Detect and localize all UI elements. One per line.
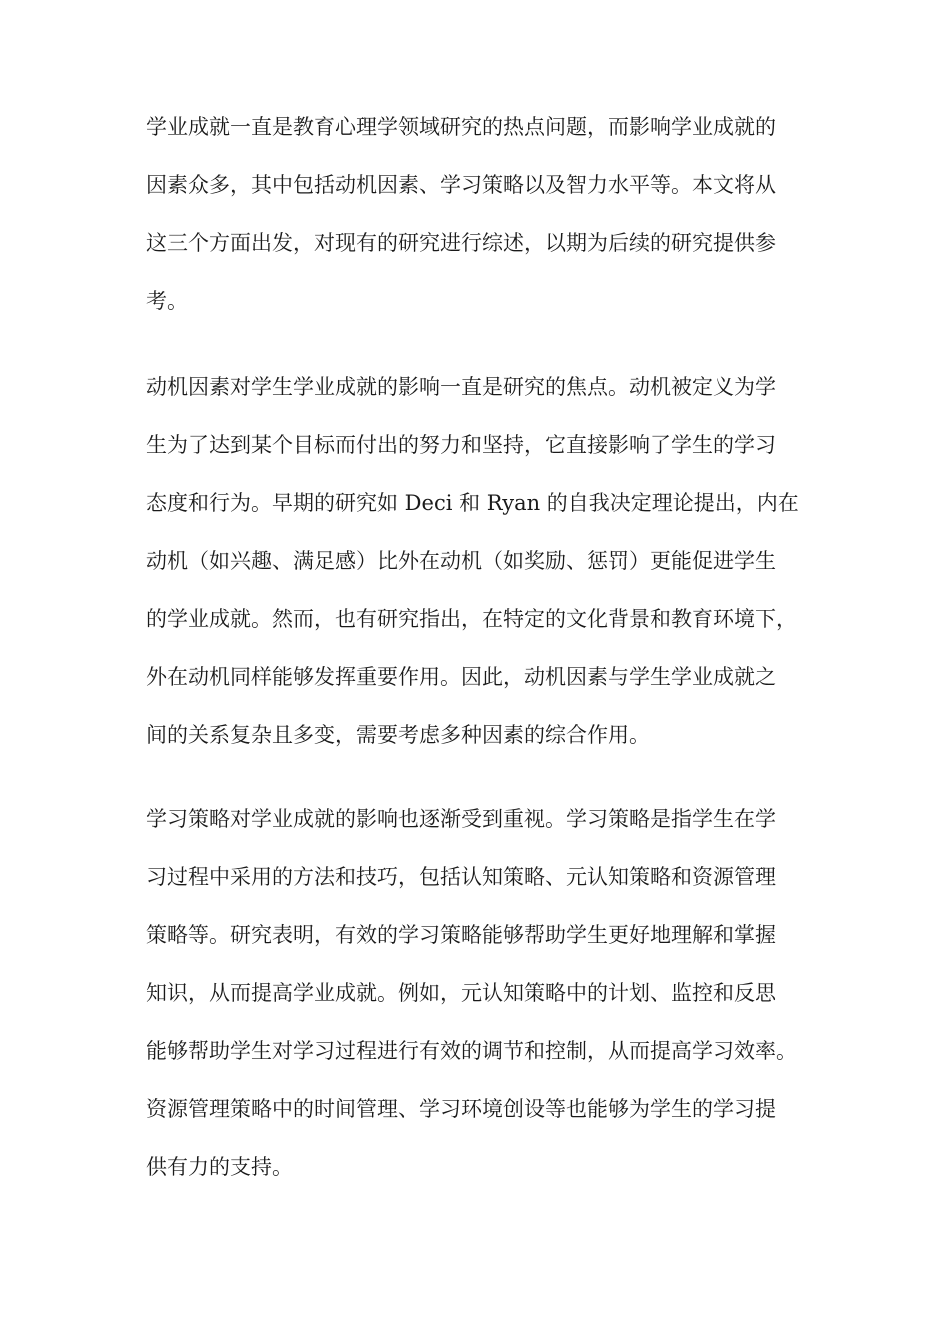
text-line: 因素众多，其中包括动机因素、学习策略以及智力水平等。本文将从 bbox=[146, 173, 776, 197]
text-line: 学业成就一直是教育心理学领域研究的热点问题，而影响学业成就的 bbox=[146, 115, 776, 139]
text-line: 间的关系复杂且多变，需要考虑多种因素的综合作用。 bbox=[146, 723, 650, 747]
paragraph-learning-strategies bbox=[146, 790, 818, 1196]
text-line: 资源管理策略中的时间管理、学习环境创设等也能够为学生的学习提 bbox=[146, 1097, 776, 1121]
text-line: 供有力的支持。 bbox=[146, 1155, 293, 1179]
paragraph-academic-achievement-intro bbox=[146, 98, 818, 330]
text-line: 动机因素对学生学业成就的影响一直是研究的焦点。动机被定义为学 bbox=[146, 375, 776, 399]
text-line: 的学业成就。然而，也有研究指出，在特定的文化背景和教育环境下， bbox=[146, 607, 797, 631]
text-line: 知识，从而提高学业成就。例如，元认知策略中的计划、监控和反思 bbox=[146, 981, 776, 1005]
text-line: 动机（如兴趣、满足感）比外在动机（如奖励、惩罚）更能促进学生 bbox=[146, 549, 776, 573]
text-line: 外在动机同样能够发挥重要作用。因此，动机因素与学生学业成就之 bbox=[146, 665, 776, 689]
text-line: 这三个方面出发，对现有的研究进行综述，以期为后续的研究提供参 bbox=[146, 231, 776, 255]
text-line: 能够帮助学生对学习过程进行有效的调节和控制，从而提高学习效率。 bbox=[146, 1039, 797, 1063]
text-line: 习过程中采用的方法和技巧，包括认知策略、元认知策略和资源管理 bbox=[146, 865, 776, 889]
text-line: 考。 bbox=[146, 289, 188, 313]
text-line: 策略等。研究表明，有效的学习策略能够帮助学生更好地理解和掌握 bbox=[146, 923, 776, 947]
text-line: 态度和行为。早期的研究如 Deci 和 Ryan 的自我决定理论提出，内在 bbox=[146, 491, 799, 515]
text-line: 学习策略对学业成就的影响也逐渐受到重视。学习策略是指学生在学 bbox=[146, 807, 776, 831]
paragraph-motivation-factors bbox=[146, 358, 818, 764]
text-line: 生为了达到某个目标而付出的努力和坚持，它直接影响了学生的学习 bbox=[146, 433, 776, 457]
